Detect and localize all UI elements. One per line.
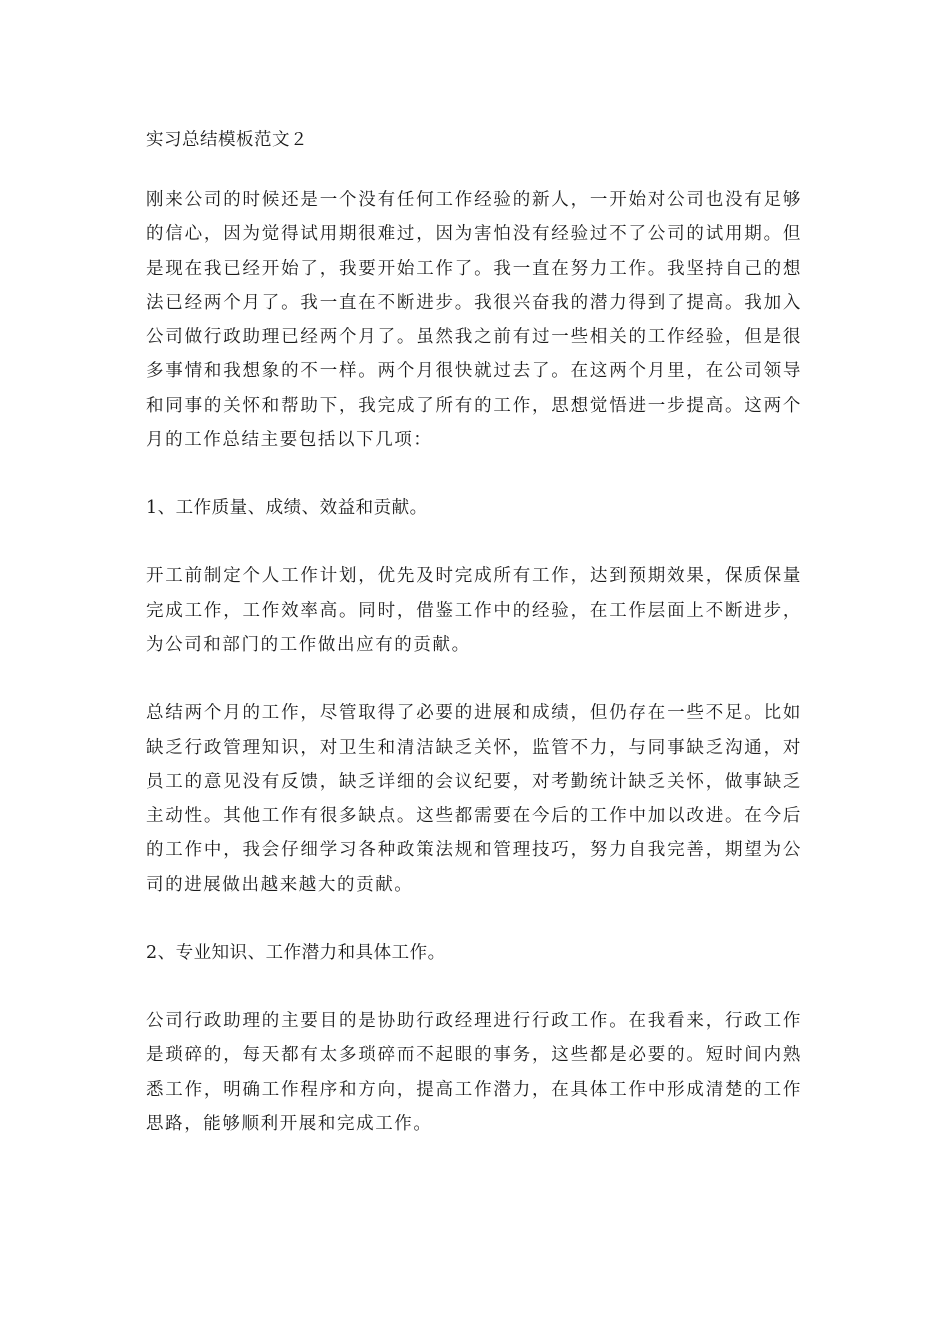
admin-assistant-paragraph: 公司行政助理的主要目的是协助行政经理进行行政工作。在我看来，行政工作是琐碎的，每天都有太多琐碎而不起眼的事务，这些都是必要的。短时间内熟悉工作，明确工作程序和方向，提高工作潜力，在具体工作中形成清楚的工作思路，能够顺利开展和完成工作。 [146, 1011, 802, 1134]
section-heading-2: 2、专业知识、工作潜力和具体工作。 [146, 943, 446, 964]
intro-paragraph: 刚来公司的时候还是一个没有任何工作经验的新人，一开始对公司也没有足够的信心，因为觉得试用期很难过，因为害怕没有经验过不了公司的试用期。但是现在我已经开始了，我要开始工作了。我一直在努力工作。我坚持自己的想法已经两个月了。我一直在不断进步。我很兴奋我的潜力得到了提高。我加入公司做行政助理已经两个月了。虽然我之前有过一些相关的工作经验，但是很多事情和我想象的不一样。两个月很快就过去了。在这两个月里，在公司领导和同事的关怀和帮助下，我完成了所有的工作，思想觉悟进一步提高。这两个月的工作总结主要包括以下几项： [146, 190, 802, 451]
work-quality-paragraph: 开工前制定个人工作计划，优先及时完成所有工作，达到预期效果，保质保量完成工作，工作效率高。同时，借鉴工作中的经验，在工作层面上不断进步，为公司和部门的工作做出应有的贡献。 [146, 566, 802, 655]
document-title: 实习总结模板范文２ [146, 130, 308, 150]
section-heading-1: 1、工作质量、成绩、效益和贡献。 [146, 498, 428, 519]
summary-paragraph: 总结两个月的工作，尽管取得了必要的进展和成绩，但仍存在一些不足。比如缺乏行政管理知识，对卫生和清洁缺乏关怀，监管不力，与同事缺乏沟通，对员工的意见没有反馈，缺乏详细的会议纪要，对考勤统计缺乏关怀，做事缺乏主动性。其他工作有很多缺点。这些都需要在今后的工作中加以改进。在今后的工作中，我会仔细学习各种政策法规和管理技巧，努力自我完善，期望为公司的进展做出越来越大的贡献。 [146, 703, 802, 895]
document-body [146, 124, 802, 1175]
